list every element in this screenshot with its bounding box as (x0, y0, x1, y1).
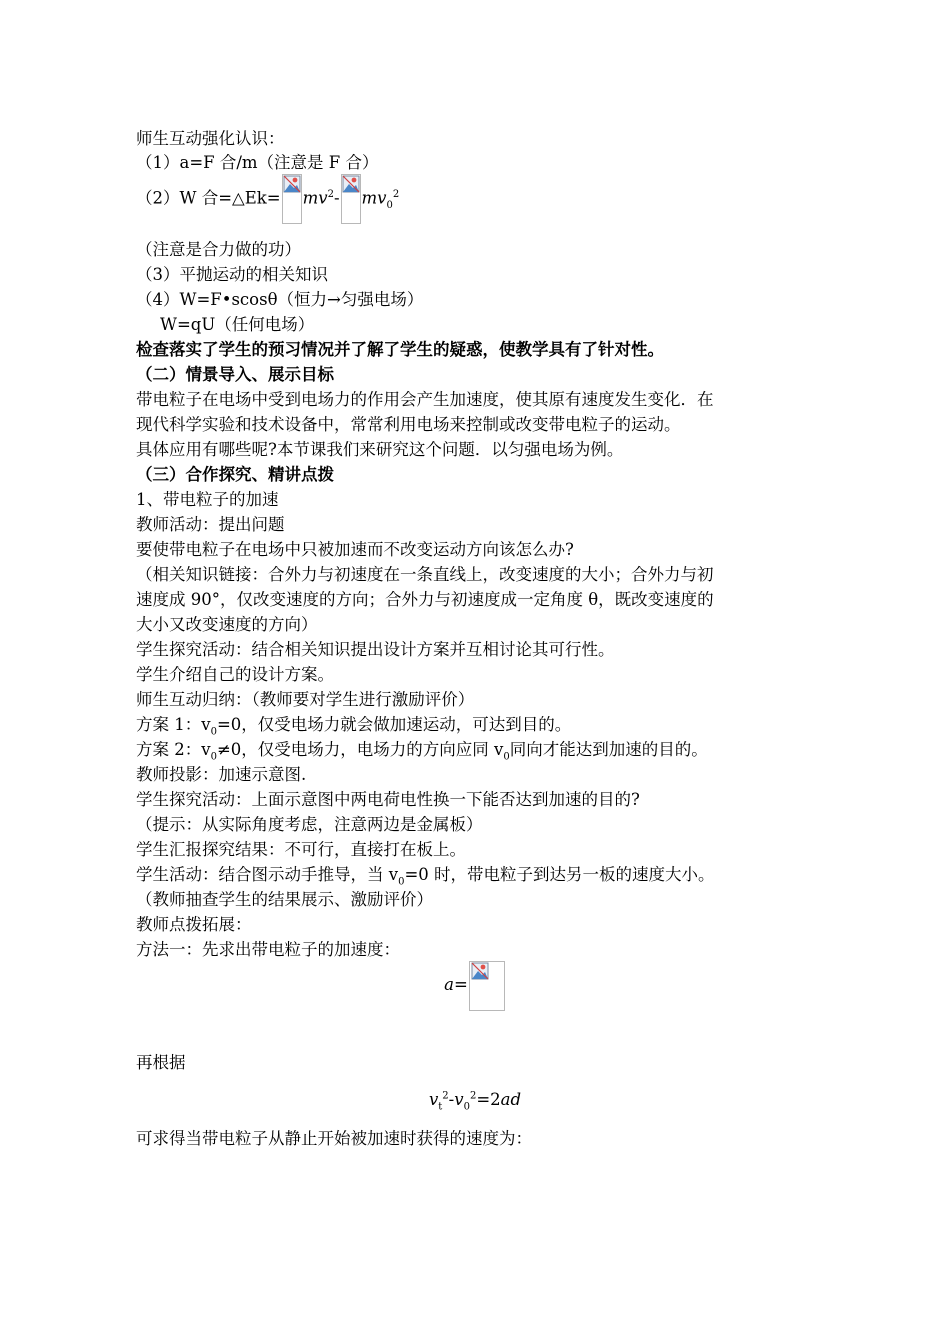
text-line: 学生汇报探究结果：不可行，直接打在板上。 (136, 840, 466, 859)
formula-prefix: （2）W 合=△Ek= (136, 188, 281, 208)
subscript: 0 (210, 751, 217, 763)
subscript: 0 (210, 726, 217, 738)
text-line: 教师活动：提出问题 (136, 515, 285, 534)
text-part: 同向才能达到加速的目的。 (509, 740, 708, 759)
text-line: （注意是合力做的功） (136, 240, 301, 259)
superscript: 2 (469, 1090, 477, 1102)
formula-equals: = (454, 975, 468, 994)
text-line: 教师投影：加速示意图. (136, 765, 307, 784)
text-line: 教师点拨拓展： (136, 915, 252, 934)
text-line: 方法一：先求出带电粒子的加速度： (136, 940, 400, 959)
text-line: 师生互动归纳：（教师要对学生进行激励评价） (136, 690, 475, 709)
formula-kinematics (0, 1088, 950, 1112)
formula-v0: v (454, 1090, 464, 1109)
subscript: 0 (398, 876, 405, 888)
formula-sub: 0 (386, 199, 393, 211)
broken-image-icon (282, 174, 302, 224)
formula-line-work-energy (136, 174, 399, 224)
broken-image-icon (341, 174, 361, 224)
section-heading: （二）情景导入、展示目标 (136, 365, 334, 384)
text-line: （提示：从实际角度考虑，注意两边是金属板） (136, 815, 483, 834)
text-line: 要使带电粒子在电场中只被加速而不改变运动方向该怎么办? (136, 540, 574, 559)
formula-ad: ad (500, 1090, 522, 1109)
subscript: 0 (463, 1101, 470, 1113)
formula-acceleration (0, 960, 950, 1011)
subscript: 0 (503, 751, 510, 763)
text-line: 带电粒子在电场中受到电场力的作用会产生加速度，使其原有速度发生变化．在 (136, 390, 714, 409)
text-line: （4）W=F•scosθ（恒力→匀强电场） (136, 290, 424, 309)
text-line: （3）平抛运动的相关知识 (136, 265, 328, 284)
text-line: 具体应用有哪些呢?本节课我们来研究这个问题．以匀强电场为例。 (136, 440, 624, 459)
text-line: （相关知识链接：合外力与初速度在一条直线上，改变速度的大小；合外力与初 (136, 565, 714, 584)
formula-mv: mv (302, 188, 328, 208)
text-line: 再根据 (136, 1053, 186, 1072)
text-line: 可求得当带电粒子从静止开始被加速时获得的速度为： (136, 1129, 532, 1148)
text-line: 速度成 90°，仅改变速度的方向；合外力与初速度成一定角度 θ，既改变速度的 (136, 590, 714, 609)
section-heading: （三）合作探究、精讲点拨 (136, 465, 334, 484)
text-part: =0 时，带电粒子到达另一板的速度大小。 (404, 865, 715, 884)
superscript: 2 (442, 1090, 449, 1102)
broken-image-icon (469, 961, 505, 1011)
text-part: 学生活动：结合图示动手推导，当 v (136, 865, 399, 884)
text-line: （教师抽查学生的结果展示、激励评价） (136, 890, 433, 909)
formula-sup: 2 (392, 189, 400, 200)
text-part: 方案 2：v (136, 740, 211, 759)
text-line-plan-2 (136, 738, 708, 762)
formula-sup: 2 (327, 189, 334, 200)
text-line: 现代科学实验和技术设备中，常常利用电场来控制或改变带电粒子的运动。 (136, 415, 681, 434)
bold-line: 检查落实了学生的预习情况并了解了学生的疑惑，使教学具有了针对性。 (136, 340, 664, 359)
text-line: W=qU（任何电场） (160, 315, 315, 334)
text-part: =0，仅受电场力就会做加速运动，可达到目的。 (216, 715, 572, 734)
formula-v: v (428, 1090, 439, 1109)
text-line: （1）a=F 合/m（注意是 F 合） (136, 153, 379, 172)
text-line: 大小又改变速度的方向） (136, 615, 318, 634)
text-line: 学生探究活动：上面示意图中两电荷电性换一下能否达到加速的目的? (136, 790, 640, 809)
text-line: 师生互动强化认识： (136, 129, 285, 148)
formula-a: a (444, 975, 454, 994)
text-part: ≠0，仅受电场力，电场力的方向应同 v (216, 740, 504, 759)
formula-minus: - (333, 188, 340, 208)
formula-mv0: mv (361, 188, 387, 208)
text-line-plan-1 (136, 713, 571, 737)
formula-minus: - (448, 1090, 455, 1109)
subscript: t (438, 1101, 443, 1113)
text-line: 1、带电粒子的加速 (136, 490, 279, 509)
text-line: 学生探究活动：结合相关知识提出设计方案并互相讨论其可行性。 (136, 640, 615, 659)
text-line-derivation (136, 863, 715, 887)
formula-rest: =2 (476, 1090, 501, 1109)
text-line: 学生介绍自己的设计方案。 (136, 665, 334, 684)
text-part: 方案 1：v (136, 715, 211, 734)
